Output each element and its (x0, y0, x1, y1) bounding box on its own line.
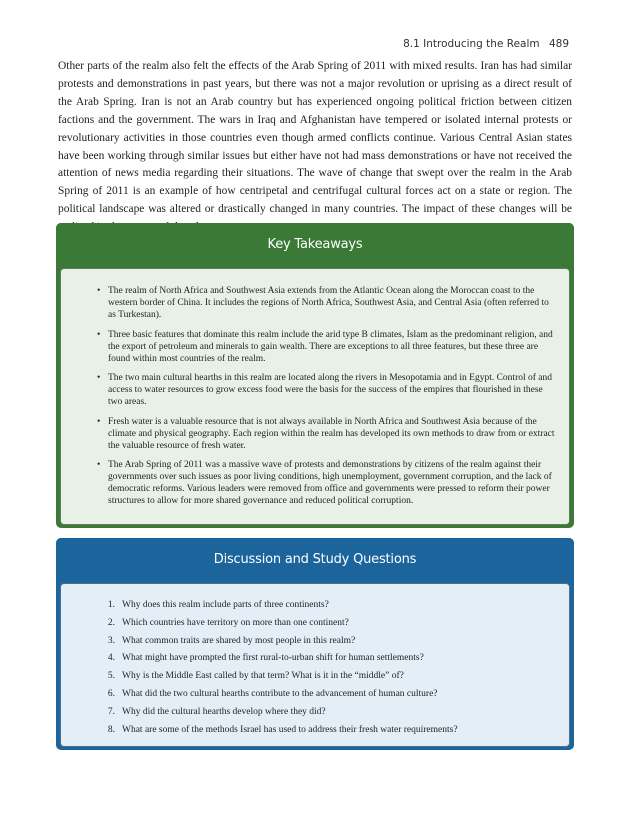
key-takeaways-box (56, 223, 574, 528)
bullet: • (97, 286, 101, 296)
key-takeaways-title: Key Takeaways (56, 223, 574, 265)
bullet: • (97, 329, 101, 340)
list-item: • The realm of North Africa and Southwest Asia extends from the Atlantic Ocean along the Moroccan coast to the western border of China. It includes the regions of North Africa, Southwest Asia, and Central Asia (often referred to as Turkestan). (97, 286, 549, 320)
section-title: 8.1 Introducing the Realm (403, 38, 540, 50)
discussion-questions-title: Discussion and Study Questions (56, 538, 574, 580)
list-item: 6. What did the two cultural hearths contribute to the advancement of human culture? (107, 688, 438, 699)
bullet: • (97, 373, 101, 383)
takeaways-list (97, 285, 555, 515)
bullet: • (97, 460, 101, 470)
list-item: 1. Why does this realm include parts of three continents? (107, 600, 329, 610)
list-item: 7. Why did the cultural hearths develop where they did? (107, 706, 326, 717)
list-item: • The Arab Spring of 2011 was a massive wave of protests and demonstrations by citizens of the realm against their governments over such issues as poor living conditions, high unemployment, government corruption, and the lack of democratic reforms. Various leaders were removed from office and governments were pressed to reform their power structures to allow for more shared governance and reduced political corruption. (97, 460, 552, 506)
bullet: • (97, 416, 101, 427)
running-header (403, 38, 569, 50)
key-takeaways-content (60, 268, 570, 525)
page-number: 489 (548, 38, 569, 50)
discussion-questions-box (56, 538, 574, 750)
list-item: 2. Which countries have territory on more than one continent? (107, 617, 349, 628)
discussion-questions-content (60, 583, 570, 747)
list-item: 4. What might have prompted the first rural-to-urban shift for human settlements? (107, 653, 424, 664)
list-item: • The two main cultural hearths in this realm are located along the rivers in Mesopotamia and in Egypt. Control of and access to water resources to grow excess food were the basis for the success of the empires that flourished in these two areas. (97, 373, 553, 407)
body-paragraph: Other parts of the realm also felt the effects of the Arab Spring of 2011 with mixed results. Iran has had similar protests and demonstrations in past years, but there was not a major revolution or uprising as a direct result of the Arab Spring. Iran is not an Arab country but has experienced ongoing political friction between citizen factions and the government. The wars in Iraq and Afghanistan have tempered or isolated internal protests or revolutionary activities in those countries even though armed conflicts continue. Various Central Asian states have been working through similar issues but either have not had mass demonstrations or have not received the attention of news media regarding their situations. The wave of change that swept over the realm in the Arab Spring of 2011 is an example of how centripetal and centrifugal cultural forces act on a state or region. The political landscape was altered or drastically changed in many countries. The impact of these changes will be (58, 60, 572, 216)
questions-list (89, 597, 555, 739)
list-item: • Three basic features that dominate this realm include the arid type B climates, Islam as the predominant religion, and the export of petroleum and minerals to gain wealth. There are exceptions to all three features, but these three are found within most countries of the realm. (97, 329, 553, 364)
list-item: 8. What are some of the methods Israel has used to address their fresh water requirements? (107, 724, 458, 735)
list-item: • Fresh water is a valuable resource that is not always available in North Africa and Southwest Asia because of the climate and physical geography. Each region within the realm has developed its own methods to draw from or extract the valuable resource of fresh water. (97, 416, 555, 451)
list-item: 3. What common traits are shared by most people in this realm? (107, 635, 356, 646)
list-item: 5. Why is the Middle East called by that term? What is it in the “middle” of? (107, 671, 404, 682)
